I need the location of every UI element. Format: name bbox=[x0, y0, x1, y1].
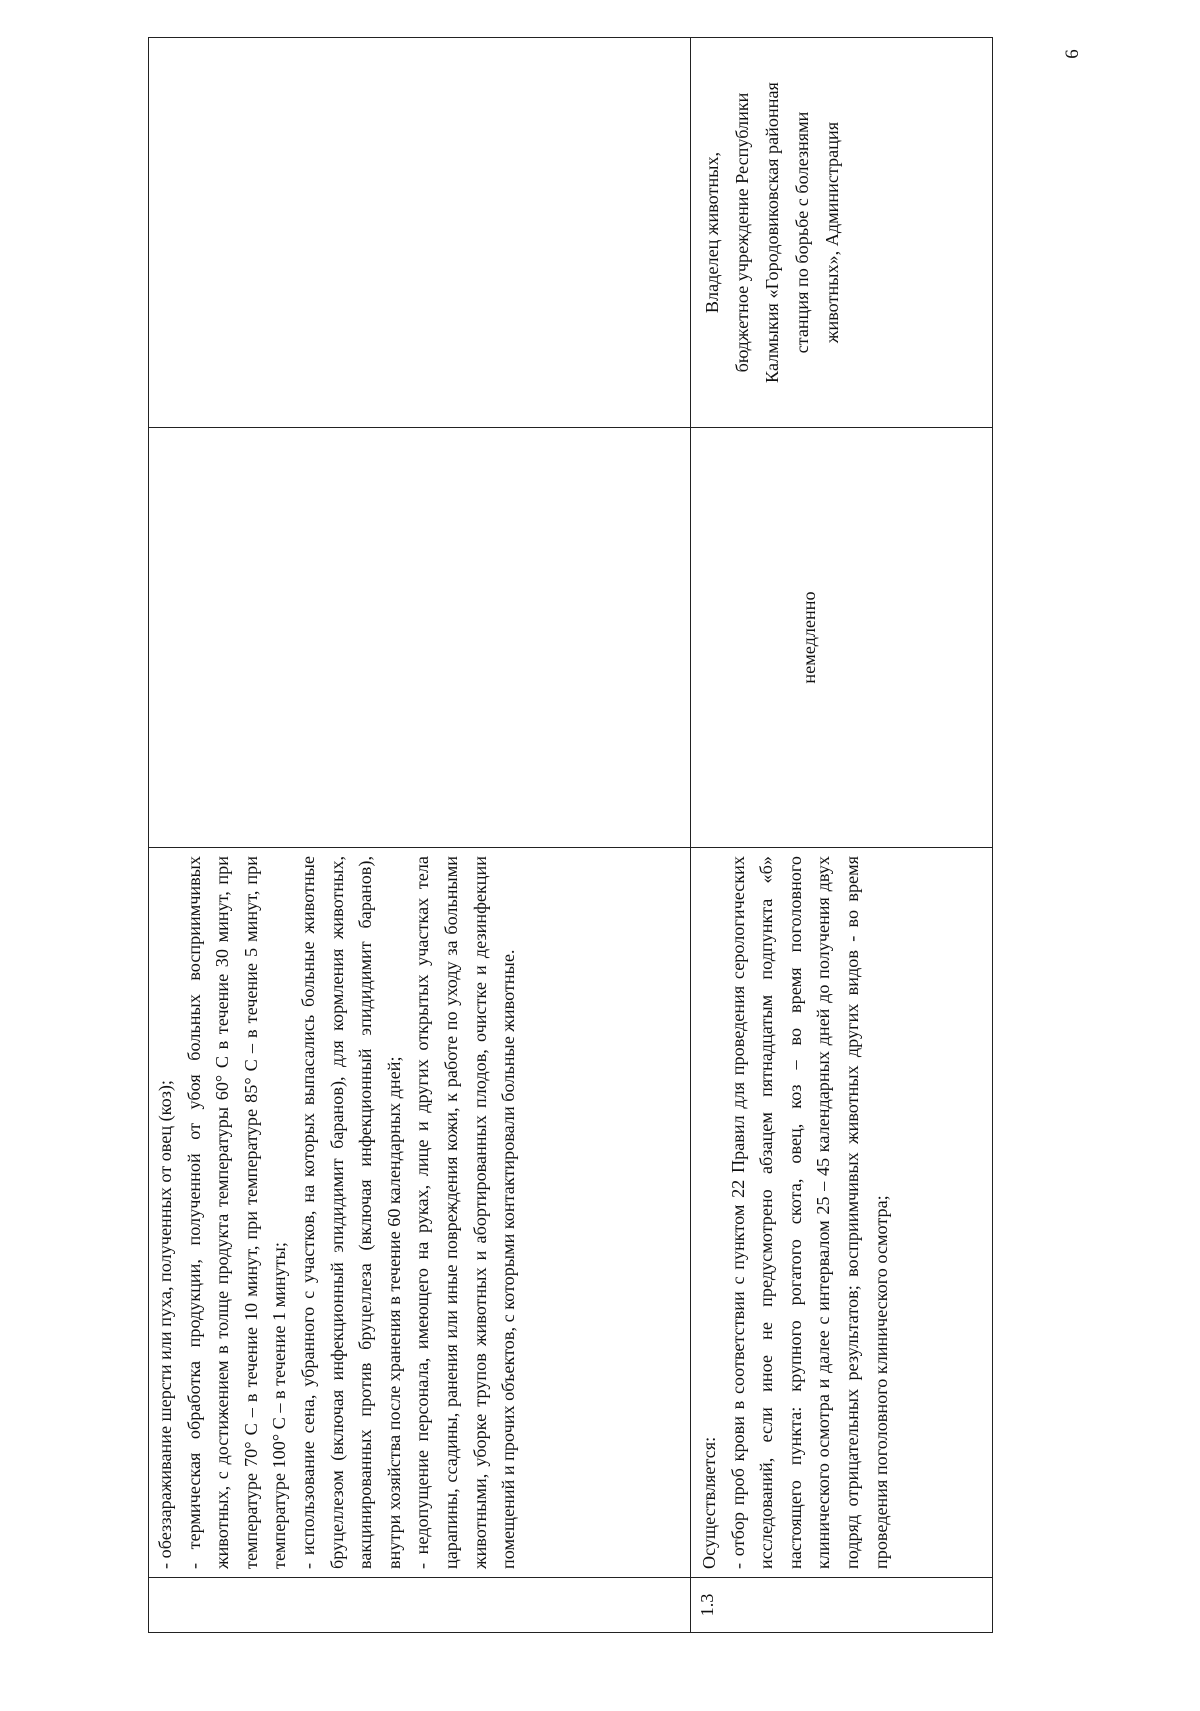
responsible-line: Калмыкия «Городовиковская районная bbox=[762, 82, 782, 383]
responsible-line: Владелец животных, bbox=[702, 151, 722, 314]
responsible-line: станция по борьбе с болезнями bbox=[792, 111, 812, 354]
measures-table bbox=[148, 37, 993, 1633]
responsible-line: бюджетное учреждение Республики bbox=[732, 92, 752, 373]
measure-item: - термическая обработка продукции, полученной от убоя больных восприимчивых животных, с достижением в толще продукта температуры 60° С в течение 30 минут, при температуре 70° С – в течение 10 минут, при температуре 85° С – в течение 5 минут, при температуре 100° С – в течение 1 минуты; bbox=[183, 856, 290, 1569]
measure-heading: Осуществляется: bbox=[699, 1436, 719, 1569]
measure-item: - обеззараживание шерсти или пуха, полученных от овец (коз); bbox=[155, 1080, 175, 1569]
deadline-cell: немедленно bbox=[691, 428, 993, 848]
responsible-line: животных», Администрация bbox=[822, 121, 842, 344]
table-row bbox=[691, 38, 993, 1633]
measures-cell bbox=[691, 848, 993, 1578]
responsible-cell bbox=[149, 38, 691, 428]
measure-item: - недопущение персонала, имеющего на руках, лице и других открытых участках тела царапины, ссадины, ранения или иные повреждения кожи, к работе по уходу за больными животными, уборке трупов животных и абортированных плодов, очистке и дезинфекции помещений и прочих объектов, с которыми контактировали больные животные. bbox=[412, 856, 519, 1569]
deadline-cell bbox=[149, 428, 691, 848]
measure-item: - отбор проб крови в соответствии с пунктом 22 Правил для проведения серологических исследований, если иное не предусмотрено абзацем пятнадцатым подпункта «б» настоящего пункта: крупного рогатого скота, овец, коз – во время поголовного клинического осмотра и далее с интервалом 25 – 45 календарных дней до получения двух подряд отрицательных результатов; восприимчивых животных других видов - во время проведения поголовного клинического осмотра; bbox=[727, 856, 891, 1569]
table-row bbox=[149, 38, 691, 1633]
measures-cell bbox=[149, 848, 691, 1578]
row-number-cell: 1.3 bbox=[691, 1578, 993, 1633]
row-number-cell bbox=[149, 1578, 691, 1633]
page-number: 6 bbox=[1062, 49, 1083, 59]
responsible-cell bbox=[691, 38, 993, 428]
measure-item: - использование сена, убранного с участков, на которых выпасались больные животные бруцеллезом (включая инфекционный эпидидимит баранов), для кормления животных, вакцинированных против бруцеллеза (включая инфекционный эпидидимит баранов), внутри хозяйства после хранения в течение 60 календарных дней; bbox=[297, 856, 404, 1569]
